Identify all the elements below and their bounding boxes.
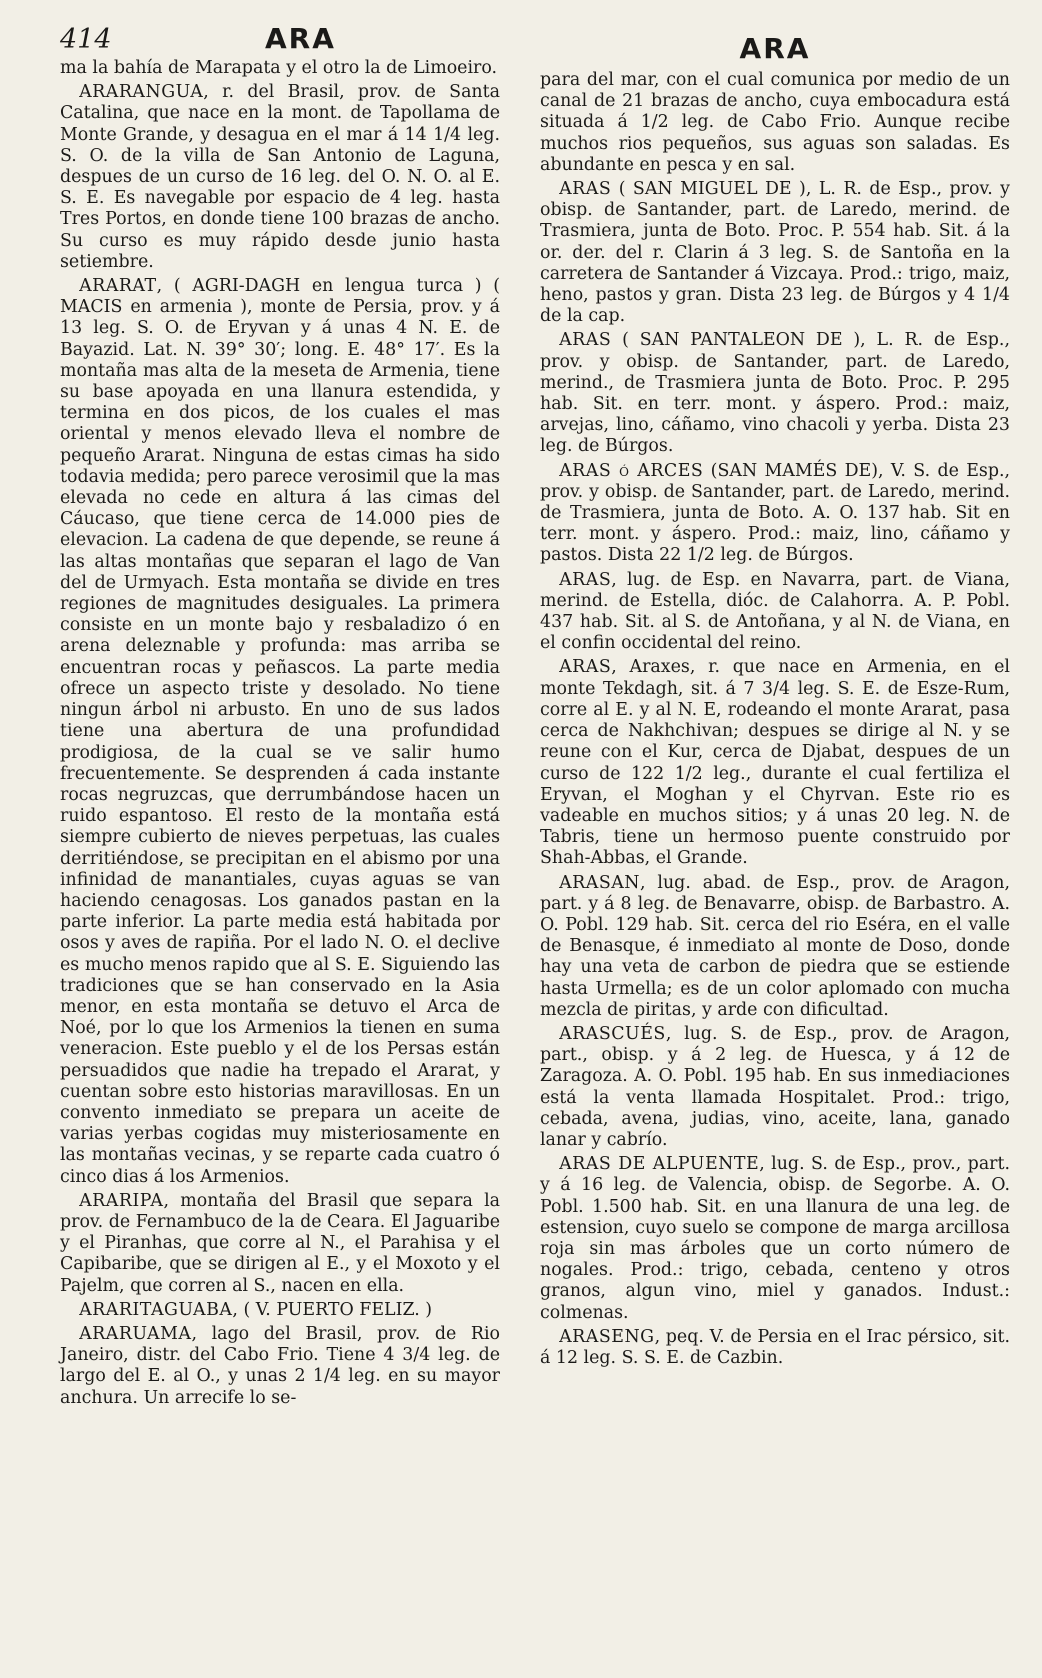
entry-text: , Araxes, r. que nace en Armenia, en el monte Tekdagh, sit. á 7 3/4 leg. S. E. de Esze-Rum, corre al E. y al N. E, rodeando el monte Ararat, pasa cerca de Nakhchivan; despues se dirige al N. y se reune con el Kur, cerca de Djabat, despues de un curso de 122 1/2 leg., durante el cual fertiliza el Eryvan, el Moghan y el Chyrvan. Este rio es vadeable en muchos sitios; y á unas 20 leg. N. de Tabris, tiene un hermoso puente construido por Shah-Abbas, el Grande. xyxy=(540,657,1010,869)
headword: ARAS xyxy=(559,179,612,200)
entry-text: , ( V. PUERTO FELIZ. ) xyxy=(232,1299,433,1320)
headword: ARAS xyxy=(559,657,612,678)
entry-aras-navarra xyxy=(540,570,1010,655)
entry-aras-de-alpuente xyxy=(540,1154,1010,1324)
entry-arasan xyxy=(540,873,1010,1021)
headword: ARAS xyxy=(559,330,612,351)
entry-text: , ( AGRI-DAGH en lengua turca ) ( MACIS en armenia ), monte de Persia, prov. y á 13 leg. S. O. de Eryvan y á unas 4 N. E. de Bayazid. Lat. N. 39° 30′; long. E. 48° 17′. Es la montaña mas alta de la meseta de Armenia, tiene su base apoyada en una llanura estendida, y termina en dos picos, de los cuales el mas oriental y menos elevado lleva el nombre de pequeño Ararat. Ninguna de estas cimas ha sido todavia medida; pero parece verosimil que la mas elevada no cede en altura á las cimas del Cáucaso, que tiene cerca de 14.000 pies de elevacion. La cadena de que depende, se reune á las altas montañas que separan el lago de Van del de Urmyach. Esta montaña se divide en tres regiones de magnitudes desiguales. La primera consiste en un monte bajo y resbaladizo ó en arena deleznable y profunda: mas arriba se encuentran rocas y peñascos. La parte media ofrece un aspecto triste y desolado. No tiene ningun árbol ni arbusto. En uno de sus lados tiene una abertura de una profundidad prodigiosa, de la cual se ve salir humo frecuentemente. Se desprenden á cada instante rocas negruzcas, que derrumbándose hacen un ruido espantoso. El resto de la montaña está siempre cubierto de nieves perpetuas, las cuales derritiéndose, se precipitan en el abismo por una infinidad de manantiales, cuyas aguas se van haciendo cenagosas. Los ganados pastan en la parte inferior. La parte media está habitada por osos y aves de rapiña. Por el lado N. O. el declive es mucho menos rapido que al S. E. Siguiendo las tradiciones que se han conservado en la Asia menor, en esta montaña se detuvo el Arca de Noé, por lo que los Armenios la tienen en suma veneracion. Este pueblo y el de los Persas están persuadidos que nadie ha trepado el Ararat, y cuentan sobre esto historias maravillosas. En un convento inmediato se prepara un aceite de varias yerbas cogidas muy misteriosamente en las montañas vecinas, y se reparte cada cuatro ó cinco dias á los Armenios. xyxy=(60,276,500,1187)
page-number: 414 xyxy=(60,24,112,55)
entry-aras-o-arces xyxy=(540,461,1010,567)
entry-text: , lug. S. de Esp., prov., part. y á 16 leg. de Valencia, obisp. de Segorbe. A. O. Pobl. 1.500 hab. Sit. en una llanura de una leg. de estension, cuyo suelo se compone de marga arcillosa roja sin mas árboles que un corto número de nogales. Prod.: trigo, cebada, centeno y otros granos, algun vino, miel y ganados. Indust.: colmenas. xyxy=(540,1154,1011,1323)
entry-araripa xyxy=(60,1191,500,1297)
headword: ARARITAGUABA xyxy=(79,1299,233,1320)
right-column xyxy=(540,70,1010,1369)
headword: ARASAN xyxy=(559,872,641,893)
entry-text: , lug. S. de Esp., prov. de Aragon, part., obisp. y á 2 leg. de Huesca, y á 12 de Zaragoza. A. O. Pobl. 195 hab. En sus inmediaciones está la venta llamada Hospitalet. Prod.: trigo, cebada, avena, judias, vino, aceite, lana, ganado lanar y cabrío. xyxy=(540,1023,1010,1150)
headword: ARARANGUA xyxy=(79,82,204,103)
entry-aras-san-pantaleon xyxy=(540,330,1010,457)
entry-aras-river xyxy=(540,657,1010,869)
headword: ARARAT xyxy=(79,276,157,297)
headword: ARAS ó ARCES xyxy=(559,460,704,481)
right-head-word: ARA xyxy=(739,32,811,65)
headword: ARARIPA xyxy=(79,1190,164,1211)
left-running-head xyxy=(60,18,500,58)
headword: ARARUAMA xyxy=(79,1323,192,1344)
headword: ARASENG xyxy=(559,1326,655,1347)
headword: ARASCUÉS xyxy=(559,1023,666,1044)
entry-arascues xyxy=(540,1024,1010,1151)
entry-text: (SAN MAMÉS DE), V. S. de Esp., prov. y obisp. de Santander, part. de Laredo, merind. de Trasmiera, junta de Boto. A. O. 137 hab. Sit en terr. mont. y áspero. Prod.: maiz, lino, cáñamo y pastos. Dista 22 1/2 leg. de Búrgos. xyxy=(540,460,1011,566)
right-running-head xyxy=(540,18,1010,65)
entry-aras-san-miguel xyxy=(540,179,1010,327)
continued-text: para del mar, con el cual comunica por medio de un canal de 21 brazas de ancho, cuya embocadura está situada á 1/2 leg. de Cabo Frio. Aunque recibe muchos rios pequeños, sus aguas son saladas. Es abundante en pesca y en sal. xyxy=(540,70,1010,175)
entry-text: , montaña del Brasil que separa la prov. de Fernambuco de la de Ceara. El Jaguaribe y el Piranhas, que corre al N., el Parahisa y el Capibaribe, que se dirigen al E., y el Moxoto y el Pajelm, que corren al S., nacen en ella. xyxy=(60,1190,500,1296)
entry-text: , peq. V. de Persia en el Irac pérsico, sit. á 12 leg. S. S. E. de Cazbin. xyxy=(540,1326,1010,1368)
headword: ARAS DE ALPUENTE xyxy=(559,1154,760,1175)
entry-araruama xyxy=(60,1324,500,1409)
left-column xyxy=(60,58,500,1409)
headword: ARAS xyxy=(559,569,612,590)
entry-ararangua xyxy=(60,82,500,273)
entry-text: , lug. abad. de Esp., prov. de Aragon, part. y á 8 leg. de Benavarre, obisp. de Barbastro. A. O. Pobl. 129 hab. Sit. cerca del rio Eséra, en el valle de Benasque, é inmediato al monte de Doso, donde hay una veta de carbon de piedra que se estiende hasta Urmella; es de un color aplomado con mucha mezcla de piritas, y arde con dificultad. xyxy=(540,872,1010,1020)
entry-araseng xyxy=(540,1327,1010,1369)
entry-text: ( SAN MIGUEL DE ), L. R. de Esp., prov. y obisp. de Santander, part. de Laredo, merind. de Trasmiera, junta de Boto. Proc. P. 554 hab. Sit. á la or. der. del r. Clarin á 3 leg. S. de Santoña en la carretera de Santander á Vizcaya. Prod.: trigo, maiz, heno, pastos y gran. Dista 23 leg. de Búrgos y 4 1/4 de la cap. xyxy=(540,179,1010,327)
entry-text: ( SAN PANTALEON DE ), L. R. de Esp., prov. y obisp. de Santander, part. de Laredo, merind., de Trasmiera junta de Boto. Proc. P. 295 hab. Sit. en terr. mont. y áspero. Prod.: maiz, arvejas, lino, cáñamo, vino chacoli y yerba. Dista 23 leg. de Búrgos. xyxy=(540,330,1010,457)
left-head-word: ARA xyxy=(265,22,336,55)
entry-text: , r. del Brasil, prov. de Santa Catalina, que nace en la mont. de Tapollama de Monte Grande, y desagua en el mar á 14 1/4 leg. S. O. de la villa de San Antonio de Laguna, despues de un curso de 16 leg. del O. N. O. al E. S. E. Es navegable por espacio de 4 leg. hasta Tres Portos, en donde tiene 100 brazas de ancho. Su curso es muy rápido desde junio hasta setiembre. xyxy=(60,82,500,272)
entry-text: , lug. de Esp. en Navarra, part. de Viana, merind. de Estella, dióc. de Calahorra. A. P. Pobl. 437 hab. Sit. al S. de Antoñana, y al N. de Viana, en el confin occidental del reino. xyxy=(540,569,1010,654)
entry-text: , lago del Brasil, prov. de Rio Janeiro, distr. del Cabo Frio. Tiene 4 3/4 leg. de largo del E. al O., y unas 2 1/4 leg. en su mayor anchura. Un arrecife lo se- xyxy=(60,1323,500,1408)
entry-ararat xyxy=(60,276,500,1188)
continued-text: ma la bahía de Marapata y el otro la de Limoeiro. xyxy=(60,58,498,78)
entry-araritaguaba xyxy=(60,1300,500,1321)
